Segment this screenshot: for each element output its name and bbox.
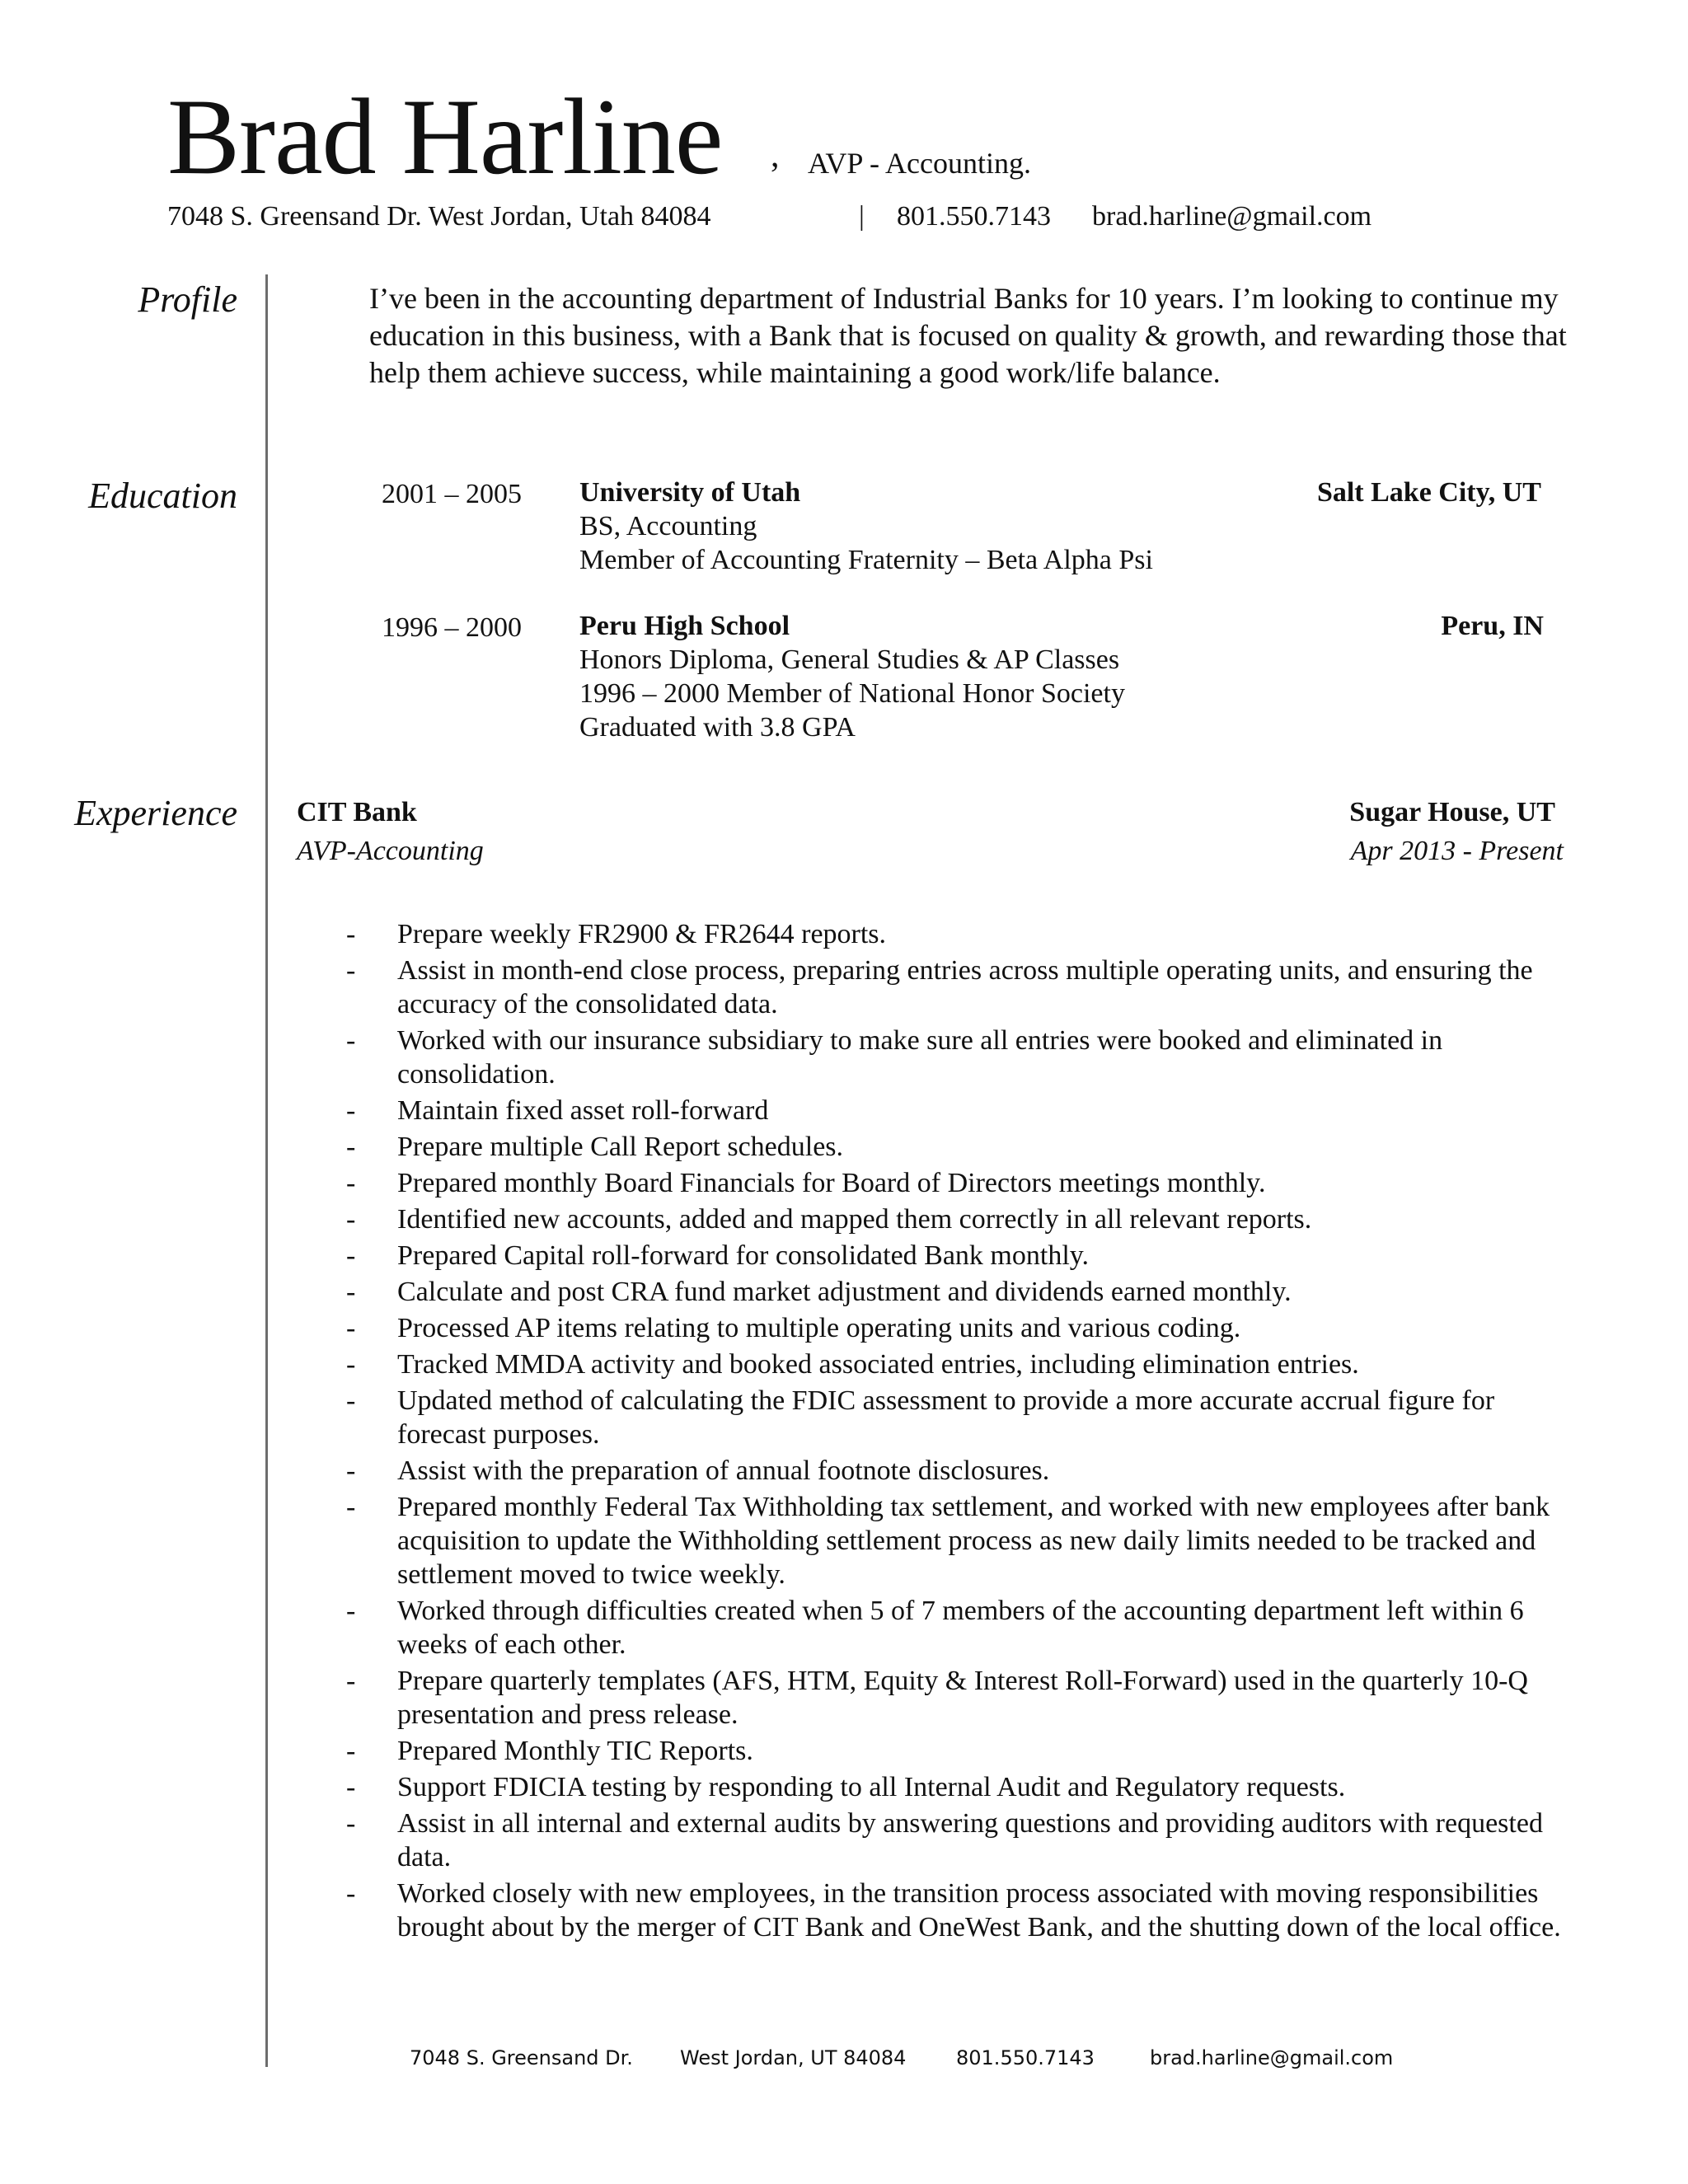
bullet-dash: - [346,1385,356,1416]
experience-bullet [346,1454,1582,1488]
bullet-text: Processed AP items relating to multiple operating units and various coding. [397,1313,1241,1343]
bullet-dash: - [346,1455,356,1486]
experience-bullet [346,1807,1582,1874]
header-separator: | [859,201,865,232]
education-detail: Honors Diploma, General Studies & AP Classes [579,644,1120,675]
experience-bullet [346,1734,1582,1768]
experience-company: CIT Bank [297,797,417,827]
bullet-dash: - [346,1666,356,1696]
bullet-dash: - [346,1277,356,1307]
bullet-text: Assist with the preparation of annual footnote disclosures. [397,1455,1050,1486]
education-detail: Graduated with 3.8 GPA [579,712,856,743]
header-address: 7048 S. Greensand Dr. West Jordan, Utah 84084 [167,201,711,232]
footer-email: brad.harline@gmail.com [1150,2046,1394,2069]
name-comma: , [771,137,780,175]
experience-bullet [346,1024,1582,1091]
bullet-text: Prepared Monthly TIC Reports. [397,1736,753,1766]
experience-bullet [346,1094,1582,1127]
header-phone: 801.550.7143 [897,201,1051,232]
bullet-text: Identified new accounts, added and mapped them correctly in all relevant reports. [397,1204,1312,1235]
profile-text: I’ve been in the accounting department of Industrial Banks for 10 years. I’m looking to continue my education in this business, with a Bank that is focused on quality & growth, and rewarding those that help them achieve success, while maintaining a good work/life balance. [369,282,1567,389]
experience-bullet [346,1202,1582,1236]
bullet-dash: - [346,1808,356,1839]
bullet-text: Prepared monthly Board Financials for Board of Directors meetings monthly. [397,1168,1266,1198]
bullet-text: Prepared Capital roll-forward for consolidated Bank monthly. [397,1240,1090,1271]
bullet-text: Prepare weekly FR2900 & FR2644 reports. [397,919,887,949]
experience-bullet [346,1311,1582,1345]
bullet-text: Assist in month-end close process, preparing entries across multiple operating units, and ensuring the accuracy of the consolidated data. [397,955,1533,1019]
experience-bullet-list [346,917,1582,1947]
bullet-dash: - [346,1313,356,1343]
footer-city: West Jordan, UT 84084 [680,2046,907,2069]
education-detail: 1996 – 2000 Member of National Honor Society [579,678,1125,709]
bullet-text: Support FDICIA testing by responding to all Internal Audit and Regulatory requests. [397,1772,1346,1802]
experience-bullet [346,1877,1582,1944]
bullet-text: Assist in all internal and external audits by answering questions and providing auditors with requested data. [397,1808,1543,1872]
experience-bullet [346,1166,1582,1200]
bullet-text: Prepare multiple Call Report schedules. [397,1132,844,1162]
bullet-dash: - [346,919,356,949]
experience-bullet [346,1239,1582,1272]
education-location: Peru, IN [1441,611,1544,641]
bullet-dash: - [346,1025,356,1056]
education-location: Salt Lake City, UT [1316,477,1541,508]
education-years: 1996 – 2000 [382,612,522,643]
bullet-dash: - [346,1240,356,1271]
bullet-text: Worked closely with new employees, in the transition process associated with moving responsibilities brought about by the merger of CIT Bank and OneWest Bank, and the shutting down of the local office. [397,1878,1561,1943]
bullet-dash: - [346,1204,356,1235]
bullet-dash: - [346,1168,356,1198]
bullet-dash: - [346,1878,356,1909]
bullet-dash: - [346,1349,356,1380]
bullet-text: Maintain fixed asset roll-forward [397,1095,769,1126]
education-years: 2001 – 2005 [382,479,522,509]
section-divider-rule [265,274,268,2067]
experience-bullet [346,1490,1582,1591]
bullet-text: Worked with our insurance subsidiary to make sure all entries were booked and eliminated in consolidation. [397,1025,1443,1090]
bullet-dash: - [346,955,356,986]
experience-location: Sugar House, UT [1349,797,1555,827]
experience-dates: Apr 2013 - Present [1350,836,1564,866]
bullet-text: Prepared monthly Federal Tax Withholding tax settlement, and worked with new employees after bank acquisition to update the Withholding settlement process as new daily limits needed to be tracked and settlement moved to twice weekly. [397,1492,1550,1590]
bullet-text: Calculate and post CRA fund market adjustment and dividends earned monthly. [397,1277,1292,1307]
bullet-dash: - [346,1492,356,1522]
header-email: brad.harline@gmail.com [1092,201,1372,232]
experience-bullet [346,917,1582,951]
education-detail: BS, Accounting [579,511,757,541]
education-detail: Member of Accounting Fraternity – Beta Alpha Psi [579,545,1153,575]
education-school: University of Utah [579,477,801,508]
bullet-text: Updated method of calculating the FDIC assessment to provide a more accurate accrual figure for forecast purposes. [397,1385,1495,1450]
bullet-text: Worked through difficulties created when 5 of 7 members of the accounting department left within 6 weeks of each other. [397,1596,1524,1660]
section-label-experience: Experience [74,793,237,833]
bullet-dash: - [346,1095,356,1126]
bullet-text: Prepare quarterly templates (AFS, HTM, Equity & Interest Roll-Forward) used in the quarterly 10-Q presentation and press release. [397,1666,1528,1730]
experience-bullet [346,1770,1582,1804]
experience-bullet [346,1664,1582,1732]
section-label-education: Education [88,476,237,516]
footer-street: 7048 S. Greensand Dr. [410,2046,633,2069]
experience-bullet [346,1594,1582,1661]
bullet-dash: - [346,1736,356,1766]
experience-role: AVP-Accounting [297,836,484,866]
resume-name: Brad Harline [167,76,723,197]
experience-bullet [346,954,1582,1021]
experience-bullet [346,1130,1582,1164]
section-label-profile: Profile [138,279,237,320]
bullet-dash: - [346,1132,356,1162]
bullet-dash: - [346,1772,356,1802]
bullet-text: Tracked MMDA activity and booked associated entries, including elimination entries. [397,1349,1359,1380]
footer-phone: 801.550.7143 [956,2046,1095,2069]
education-school: Peru High School [579,611,790,641]
bullet-dash: - [346,1596,356,1626]
experience-bullet [346,1384,1582,1451]
experience-bullet [346,1275,1582,1309]
job-title: AVP - Accounting. [808,147,1032,180]
experience-bullet [346,1347,1582,1381]
